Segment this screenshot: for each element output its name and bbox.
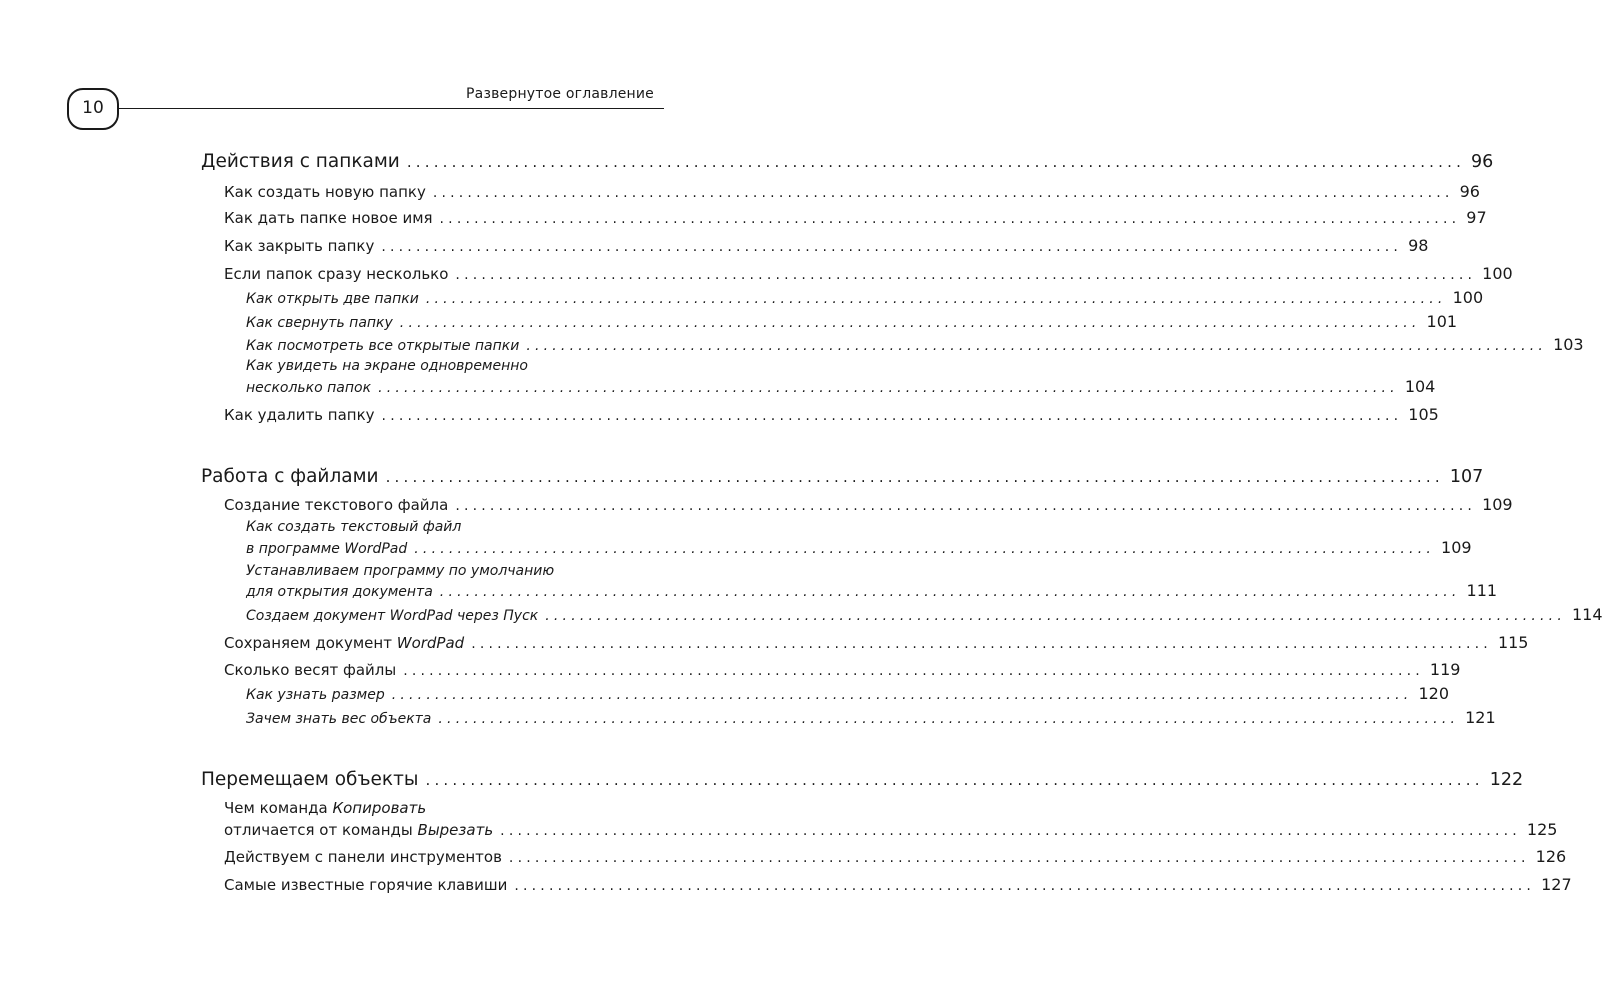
toc-entry-title: Как удалить папку <box>224 406 375 424</box>
toc-entry <box>224 208 1487 227</box>
toc-entry <box>224 875 1572 894</box>
toc-page-number: 104 <box>1404 377 1436 396</box>
toc-page-number: 100 <box>1482 264 1513 283</box>
toc-leader: ...................................................................................................................... <box>381 408 1403 424</box>
toc-leader: ...................................................................................................................... <box>508 850 1530 866</box>
toc-leader: ...................................................................................................................... <box>399 315 1421 331</box>
toc-entry-title: Работа с файлами <box>201 466 379 487</box>
toc-entry-title: в программе WordPad <box>246 541 408 557</box>
toc-page-number: 111 <box>1466 581 1498 600</box>
toc-page-number: 121 <box>1465 708 1496 727</box>
toc-leader: ...................................................................................................................... <box>545 608 1566 624</box>
toc-page-number: 109 <box>1441 538 1472 557</box>
toc-leader: ...................................................................................................................... <box>381 239 1403 255</box>
toc-entry-title <box>224 821 493 839</box>
toc-subentry <box>246 581 1498 600</box>
toc-entry-title: Как закрыть папку <box>224 237 375 255</box>
toc-page-number: 119 <box>1429 660 1461 679</box>
toc-subentry-first-line: Как создать текстовый файл <box>246 519 462 535</box>
toc-entry-title <box>224 634 464 652</box>
toc-entry <box>224 182 1480 201</box>
toc-entry-first-line <box>224 799 426 817</box>
toc-leader: ...................................................................................................................... <box>439 584 1461 600</box>
toc-page-number: 97 <box>1466 208 1487 227</box>
toc-entry-title: Самые известные горячие клавиши <box>224 876 508 894</box>
toc-leader: ...................................................................................................................... <box>514 878 1536 894</box>
toc-page-number: 122 <box>1489 770 1524 790</box>
toc-leader: ...................................................................................................................... <box>455 267 1477 283</box>
toc-section-working-with-files <box>201 466 1484 487</box>
toc-entry <box>224 633 1529 652</box>
toc-leader: ...................................................................................................................... <box>500 823 1521 839</box>
toc-leader: ...................................................................................................................... <box>385 468 1444 486</box>
toc-leader: ...................................................................................................................... <box>425 291 1447 307</box>
toc-page-number: 120 <box>1418 684 1449 703</box>
toc-entry-title: несколько папок <box>246 380 372 396</box>
toc-section-moving-objects <box>201 769 1524 790</box>
toc-page-number: 125 <box>1526 820 1558 839</box>
toc-entry-title: Зачем знать вес объекта <box>246 711 432 727</box>
toc-entry-title: Как свернуть папку <box>246 315 393 331</box>
toc-subentry <box>246 377 1436 396</box>
toc-page-number: 115 <box>1497 633 1529 652</box>
toc-subentry <box>246 684 1449 703</box>
toc-page-number: 103 <box>1553 335 1584 354</box>
toc-entry-title: Создаем документ WordPad через Пуск <box>246 608 539 624</box>
page-number: 10 <box>67 88 119 130</box>
toc-leader: ...................................................................................................................... <box>526 338 1548 354</box>
toc-page-number: 109 <box>1482 495 1513 514</box>
toc-entry-title-emphasis: WordPad <box>396 634 465 652</box>
toc-page-number: 107 <box>1449 467 1484 487</box>
toc-entry-title: Как создать новую папку <box>224 183 426 201</box>
toc-leader: ...................................................................................................................... <box>438 711 1460 727</box>
toc-leader: ...................................................................................................................... <box>471 636 1492 652</box>
toc-entry-title: Действия с папками <box>201 151 400 172</box>
toc-entry <box>224 236 1429 255</box>
toc-entry <box>224 264 1513 283</box>
running-header-title: Развернутое оглавление <box>466 86 654 102</box>
toc-leader: ...................................................................................................................... <box>414 541 1436 557</box>
toc-entry <box>224 820 1558 839</box>
toc-leader: ...................................................................................................................... <box>403 663 1424 679</box>
toc-entry-first-line-prefix: Чем команда <box>224 799 333 817</box>
toc-entry-title: Сколько весят файлы <box>224 661 397 679</box>
toc-leader: ...................................................................................................................... <box>391 687 1413 703</box>
toc-entry-title-emphasis: Вырезать <box>417 821 494 839</box>
toc-subentry <box>246 312 1458 331</box>
toc-entry-title-prefix: отличается от команды <box>224 821 418 839</box>
toc-subentry <box>246 605 1603 624</box>
toc-leader: ...................................................................................................................... <box>406 153 1466 171</box>
toc-entry-title: Как посмотреть все открытые папки <box>246 338 520 354</box>
toc-subentry <box>246 708 1496 727</box>
toc-entry-first-line-emphasis: Копировать <box>332 799 427 817</box>
toc-entry-title: Если папок сразу несколько <box>224 265 449 283</box>
toc-leader: ...................................................................................................................... <box>439 211 1461 227</box>
toc-entry-title: Создание текстового файла <box>224 496 449 514</box>
toc-entry-title: для открытия документа <box>246 584 433 600</box>
toc-subentry <box>246 335 1584 354</box>
toc-entry <box>224 495 1513 514</box>
toc-subentry <box>246 288 1484 307</box>
toc-section-folder-actions <box>201 151 1494 172</box>
toc-entry <box>224 660 1461 679</box>
toc-subentry-first-line: Как увидеть на экране одновременно <box>246 358 528 374</box>
toc-entry <box>224 405 1439 424</box>
toc-entry-title: Как узнать размер <box>246 687 385 703</box>
toc-entry <box>224 847 1567 866</box>
toc-page-number: 126 <box>1535 847 1567 866</box>
toc-entry-title: Перемещаем объекты <box>201 769 419 790</box>
toc-entry-title: Как открыть две папки <box>246 291 419 307</box>
toc-page-number: 114 <box>1571 605 1603 624</box>
toc-page-number: 127 <box>1541 875 1572 894</box>
toc-page-number: 98 <box>1408 236 1429 255</box>
toc-leader: ...................................................................................................................... <box>455 498 1477 514</box>
toc-page-number: 105 <box>1408 405 1439 424</box>
toc-leader: ...................................................................................................................... <box>425 771 1484 789</box>
toc-entry-title: Как дать папке новое имя <box>224 209 433 227</box>
toc-leader: ...................................................................................................................... <box>432 185 1454 201</box>
toc-entry-title: Действуем с панели инструментов <box>224 848 502 866</box>
toc-page-number: 100 <box>1452 288 1484 307</box>
toc-entry-title-prefix: Сохраняем документ <box>224 634 397 652</box>
toc-page-number: 96 <box>1471 152 1494 172</box>
toc-page-number: 96 <box>1459 182 1480 201</box>
toc-page-number: 101 <box>1426 312 1458 331</box>
toc-subentry-first-line: Устанавливаем программу по умолчанию <box>246 563 555 579</box>
toc-leader: ...................................................................................................................... <box>378 380 1399 396</box>
toc-subentry <box>246 538 1472 557</box>
